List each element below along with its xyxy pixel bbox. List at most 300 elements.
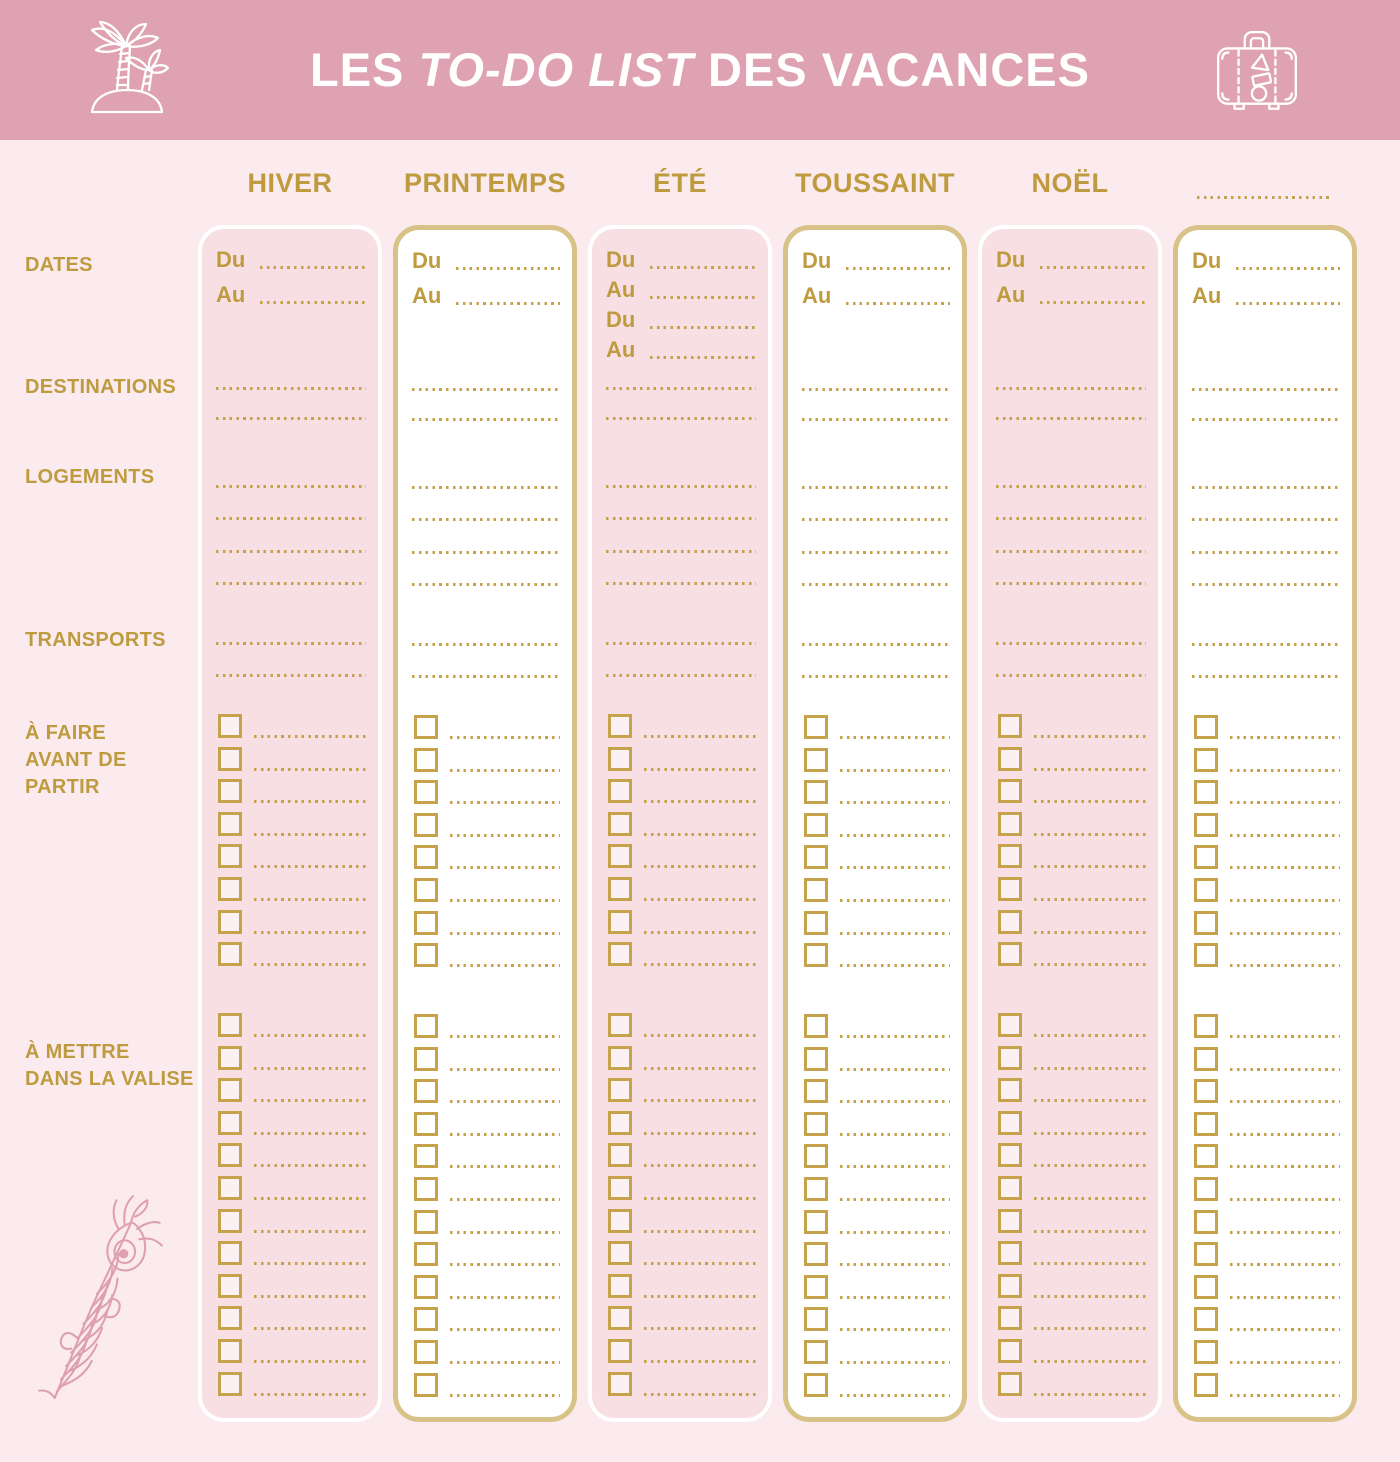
transports-line-2[interactable] — [802, 675, 950, 678]
logements-line-1[interactable] — [412, 486, 560, 489]
valise-line[interactable] — [450, 1296, 560, 1299]
valise-line[interactable] — [840, 1296, 950, 1299]
transports-line-1[interactable] — [996, 642, 1146, 645]
valise-line[interactable] — [1034, 1262, 1146, 1265]
valise-checkbox[interactable] — [1194, 1210, 1218, 1234]
valise-line[interactable] — [1230, 1296, 1340, 1299]
todo-line[interactable] — [644, 833, 756, 836]
valise-checkbox[interactable] — [998, 1372, 1022, 1396]
todo-line[interactable] — [1230, 834, 1340, 837]
valise-checkbox[interactable] — [414, 1144, 438, 1168]
todo-line[interactable] — [1230, 736, 1340, 739]
valise-checkbox[interactable] — [1194, 1112, 1218, 1136]
valise-checkbox[interactable] — [804, 1014, 828, 1038]
todo-checkbox[interactable] — [998, 844, 1022, 868]
valise-line[interactable] — [1230, 1133, 1340, 1136]
valise-checkbox[interactable] — [608, 1274, 632, 1298]
valise-line[interactable] — [644, 1132, 756, 1135]
valise-checkbox[interactable] — [218, 1339, 242, 1363]
date-from-line[interactable] — [846, 267, 950, 270]
valise-checkbox[interactable] — [804, 1242, 828, 1266]
valise-line[interactable] — [1034, 1230, 1146, 1233]
date-from-line[interactable] — [1236, 267, 1340, 270]
valise-line[interactable] — [1230, 1068, 1340, 1071]
valise-checkbox[interactable] — [1194, 1307, 1218, 1331]
todo-line[interactable] — [1034, 768, 1146, 771]
date-to-line[interactable] — [260, 301, 366, 304]
valise-checkbox[interactable] — [1194, 1242, 1218, 1266]
todo-line[interactable] — [450, 834, 560, 837]
valise-line[interactable] — [1034, 1067, 1146, 1070]
valise-line[interactable] — [644, 1034, 756, 1037]
valise-line[interactable] — [450, 1100, 560, 1103]
logements-line-1[interactable] — [606, 485, 756, 488]
valise-line[interactable] — [450, 1165, 560, 1168]
todo-checkbox[interactable] — [998, 877, 1022, 901]
transports-line-2[interactable] — [216, 674, 366, 677]
transports-line-2[interactable] — [1192, 675, 1340, 678]
valise-line[interactable] — [450, 1231, 560, 1234]
valise-line[interactable] — [450, 1328, 560, 1331]
todo-checkbox[interactable] — [1194, 943, 1218, 967]
valise-line[interactable] — [1230, 1231, 1340, 1234]
todo-checkbox[interactable] — [1194, 813, 1218, 837]
valise-checkbox[interactable] — [608, 1339, 632, 1363]
valise-checkbox[interactable] — [608, 1209, 632, 1233]
valise-checkbox[interactable] — [414, 1242, 438, 1266]
valise-checkbox[interactable] — [1194, 1340, 1218, 1364]
todo-checkbox[interactable] — [608, 779, 632, 803]
todo-line[interactable] — [450, 736, 560, 739]
logements-line-3[interactable] — [1192, 551, 1340, 554]
todo-checkbox[interactable] — [804, 715, 828, 739]
todo-line[interactable] — [1230, 769, 1340, 772]
todo-checkbox[interactable] — [804, 943, 828, 967]
logements-line-1[interactable] — [1192, 486, 1340, 489]
valise-line[interactable] — [1034, 1327, 1146, 1330]
valise-checkbox[interactable] — [998, 1209, 1022, 1233]
todo-checkbox[interactable] — [1194, 911, 1218, 935]
logements-line-2[interactable] — [1192, 518, 1340, 521]
todo-checkbox[interactable] — [998, 714, 1022, 738]
logements-line-1[interactable] — [802, 486, 950, 489]
todo-checkbox[interactable] — [998, 812, 1022, 836]
transports-line-1[interactable] — [412, 643, 560, 646]
valise-line[interactable] — [840, 1263, 950, 1266]
valise-checkbox[interactable] — [1194, 1014, 1218, 1038]
valise-checkbox[interactable] — [998, 1143, 1022, 1167]
valise-line[interactable] — [1230, 1198, 1340, 1201]
valise-line[interactable] — [1230, 1394, 1340, 1397]
valise-line[interactable] — [840, 1165, 950, 1168]
valise-checkbox[interactable] — [218, 1176, 242, 1200]
todo-line[interactable] — [1034, 898, 1146, 901]
valise-checkbox[interactable] — [414, 1373, 438, 1397]
valise-line[interactable] — [450, 1133, 560, 1136]
todo-checkbox[interactable] — [608, 942, 632, 966]
valise-line[interactable] — [450, 1068, 560, 1071]
logements-line-2[interactable] — [996, 517, 1146, 520]
valise-line[interactable] — [1230, 1263, 1340, 1266]
valise-checkbox[interactable] — [804, 1307, 828, 1331]
logements-line-4[interactable] — [1192, 583, 1340, 586]
valise-checkbox[interactable] — [998, 1013, 1022, 1037]
valise-line[interactable] — [450, 1198, 560, 1201]
todo-checkbox[interactable] — [414, 845, 438, 869]
valise-line[interactable] — [1034, 1295, 1146, 1298]
logements-line-4[interactable] — [412, 583, 560, 586]
valise-checkbox[interactable] — [608, 1013, 632, 1037]
valise-checkbox[interactable] — [804, 1112, 828, 1136]
todo-line[interactable] — [1034, 800, 1146, 803]
todo-checkbox[interactable] — [414, 715, 438, 739]
valise-line[interactable] — [644, 1099, 756, 1102]
valise-line[interactable] — [644, 1360, 756, 1363]
todo-line[interactable] — [1034, 963, 1146, 966]
valise-checkbox[interactable] — [414, 1014, 438, 1038]
todo-line[interactable] — [254, 833, 366, 836]
todo-line[interactable] — [840, 932, 950, 935]
valise-line[interactable] — [840, 1361, 950, 1364]
valise-line[interactable] — [644, 1230, 756, 1233]
valise-checkbox[interactable] — [1194, 1373, 1218, 1397]
todo-checkbox[interactable] — [218, 910, 242, 934]
valise-line[interactable] — [254, 1067, 366, 1070]
valise-checkbox[interactable] — [608, 1372, 632, 1396]
valise-checkbox[interactable] — [804, 1340, 828, 1364]
valise-checkbox[interactable] — [414, 1307, 438, 1331]
valise-checkbox[interactable] — [804, 1373, 828, 1397]
valise-checkbox[interactable] — [998, 1176, 1022, 1200]
transports-line-2[interactable] — [606, 674, 756, 677]
valise-checkbox[interactable] — [608, 1046, 632, 1070]
date-to-line[interactable] — [846, 302, 950, 305]
valise-checkbox[interactable] — [218, 1143, 242, 1167]
valise-line[interactable] — [254, 1327, 366, 1330]
valise-line[interactable] — [840, 1231, 950, 1234]
valise-checkbox[interactable] — [804, 1079, 828, 1103]
valise-checkbox[interactable] — [218, 1078, 242, 1102]
destinations-line-1[interactable] — [802, 388, 950, 391]
todo-checkbox[interactable] — [414, 748, 438, 772]
valise-line[interactable] — [644, 1393, 756, 1396]
valise-checkbox[interactable] — [414, 1047, 438, 1071]
todo-line[interactable] — [840, 964, 950, 967]
todo-line[interactable] — [1230, 899, 1340, 902]
valise-line[interactable] — [840, 1394, 950, 1397]
valise-line[interactable] — [1230, 1100, 1340, 1103]
valise-line[interactable] — [1034, 1034, 1146, 1037]
valise-line[interactable] — [840, 1198, 950, 1201]
destinations-line-2[interactable] — [802, 418, 950, 421]
todo-line[interactable] — [840, 801, 950, 804]
valise-checkbox[interactable] — [218, 1274, 242, 1298]
todo-line[interactable] — [840, 899, 950, 902]
valise-checkbox[interactable] — [608, 1078, 632, 1102]
valise-line[interactable] — [1034, 1164, 1146, 1167]
todo-line[interactable] — [1034, 833, 1146, 836]
todo-line[interactable] — [450, 899, 560, 902]
valise-checkbox[interactable] — [414, 1079, 438, 1103]
todo-line[interactable] — [254, 735, 366, 738]
valise-checkbox[interactable] — [1194, 1144, 1218, 1168]
logements-line-4[interactable] — [216, 582, 366, 585]
logements-line-2[interactable] — [412, 518, 560, 521]
valise-checkbox[interactable] — [804, 1210, 828, 1234]
valise-checkbox[interactable] — [1194, 1275, 1218, 1299]
valise-line[interactable] — [450, 1394, 560, 1397]
valise-checkbox[interactable] — [218, 1013, 242, 1037]
destinations-line-1[interactable] — [1192, 388, 1340, 391]
valise-checkbox[interactable] — [608, 1143, 632, 1167]
valise-checkbox[interactable] — [218, 1372, 242, 1396]
todo-checkbox[interactable] — [414, 780, 438, 804]
valise-checkbox[interactable] — [608, 1176, 632, 1200]
logements-line-2[interactable] — [216, 517, 366, 520]
valise-checkbox[interactable] — [998, 1046, 1022, 1070]
todo-checkbox[interactable] — [414, 813, 438, 837]
transports-line-1[interactable] — [216, 642, 366, 645]
todo-checkbox[interactable] — [218, 812, 242, 836]
valise-line[interactable] — [840, 1328, 950, 1331]
destinations-line-1[interactable] — [996, 387, 1146, 390]
todo-checkbox[interactable] — [608, 877, 632, 901]
todo-line[interactable] — [1230, 932, 1340, 935]
valise-line[interactable] — [254, 1132, 366, 1135]
valise-checkbox[interactable] — [414, 1177, 438, 1201]
logements-line-3[interactable] — [412, 551, 560, 554]
logements-line-4[interactable] — [802, 583, 950, 586]
destinations-line-1[interactable] — [216, 387, 366, 390]
valise-line[interactable] — [644, 1164, 756, 1167]
valise-line[interactable] — [450, 1035, 560, 1038]
transports-line-2[interactable] — [412, 675, 560, 678]
todo-checkbox[interactable] — [998, 779, 1022, 803]
valise-line[interactable] — [254, 1034, 366, 1037]
todo-line[interactable] — [1034, 931, 1146, 934]
valise-checkbox[interactable] — [998, 1274, 1022, 1298]
todo-checkbox[interactable] — [804, 748, 828, 772]
valise-line[interactable] — [1034, 1197, 1146, 1200]
todo-checkbox[interactable] — [1194, 715, 1218, 739]
date-to-line[interactable] — [650, 356, 756, 359]
todo-line[interactable] — [644, 800, 756, 803]
todo-checkbox[interactable] — [218, 844, 242, 868]
todo-checkbox[interactable] — [414, 878, 438, 902]
todo-checkbox[interactable] — [608, 812, 632, 836]
todo-checkbox[interactable] — [218, 779, 242, 803]
transports-line-1[interactable] — [606, 642, 756, 645]
todo-line[interactable] — [254, 931, 366, 934]
todo-checkbox[interactable] — [804, 878, 828, 902]
valise-checkbox[interactable] — [1194, 1079, 1218, 1103]
todo-line[interactable] — [840, 834, 950, 837]
todo-line[interactable] — [1034, 735, 1146, 738]
todo-checkbox[interactable] — [1194, 845, 1218, 869]
todo-checkbox[interactable] — [608, 910, 632, 934]
valise-line[interactable] — [840, 1035, 950, 1038]
todo-line[interactable] — [254, 865, 366, 868]
date-from-line[interactable] — [650, 326, 756, 329]
todo-line[interactable] — [644, 963, 756, 966]
todo-line[interactable] — [254, 898, 366, 901]
date-from-line[interactable] — [456, 267, 560, 270]
destinations-line-1[interactable] — [412, 388, 560, 391]
valise-line[interactable] — [254, 1393, 366, 1396]
valise-line[interactable] — [450, 1263, 560, 1266]
valise-checkbox[interactable] — [608, 1111, 632, 1135]
valise-checkbox[interactable] — [1194, 1047, 1218, 1071]
logements-line-1[interactable] — [996, 485, 1146, 488]
valise-checkbox[interactable] — [804, 1047, 828, 1071]
valise-checkbox[interactable] — [218, 1046, 242, 1070]
valise-checkbox[interactable] — [218, 1209, 242, 1233]
todo-checkbox[interactable] — [1194, 878, 1218, 902]
todo-checkbox[interactable] — [608, 844, 632, 868]
todo-line[interactable] — [840, 866, 950, 869]
todo-checkbox[interactable] — [608, 747, 632, 771]
todo-checkbox[interactable] — [414, 911, 438, 935]
valise-line[interactable] — [254, 1099, 366, 1102]
todo-checkbox[interactable] — [218, 714, 242, 738]
valise-line[interactable] — [254, 1164, 366, 1167]
valise-line[interactable] — [1034, 1360, 1146, 1363]
todo-checkbox[interactable] — [218, 942, 242, 966]
todo-checkbox[interactable] — [804, 845, 828, 869]
valise-line[interactable] — [1230, 1165, 1340, 1168]
todo-line[interactable] — [450, 964, 560, 967]
valise-line[interactable] — [1230, 1328, 1340, 1331]
valise-line[interactable] — [1034, 1393, 1146, 1396]
valise-line[interactable] — [840, 1068, 950, 1071]
todo-checkbox[interactable] — [218, 877, 242, 901]
destinations-line-2[interactable] — [996, 417, 1146, 420]
valise-line[interactable] — [1034, 1132, 1146, 1135]
todo-line[interactable] — [450, 801, 560, 804]
todo-checkbox[interactable] — [804, 813, 828, 837]
valise-checkbox[interactable] — [998, 1241, 1022, 1265]
valise-line[interactable] — [644, 1262, 756, 1265]
valise-line[interactable] — [254, 1197, 366, 1200]
logements-line-3[interactable] — [802, 551, 950, 554]
todo-checkbox[interactable] — [608, 714, 632, 738]
date-from-line[interactable] — [1040, 266, 1146, 269]
todo-line[interactable] — [1230, 801, 1340, 804]
valise-line[interactable] — [644, 1067, 756, 1070]
todo-checkbox[interactable] — [804, 911, 828, 935]
valise-line[interactable] — [840, 1133, 950, 1136]
todo-checkbox[interactable] — [998, 910, 1022, 934]
logements-line-4[interactable] — [996, 582, 1146, 585]
valise-line[interactable] — [254, 1230, 366, 1233]
date-to-line[interactable] — [1040, 301, 1146, 304]
todo-line[interactable] — [1230, 964, 1340, 967]
valise-checkbox[interactable] — [608, 1241, 632, 1265]
destinations-line-2[interactable] — [1192, 418, 1340, 421]
valise-line[interactable] — [1230, 1035, 1340, 1038]
date-to-line[interactable] — [1236, 302, 1340, 305]
logements-line-1[interactable] — [216, 485, 366, 488]
logements-line-3[interactable] — [216, 550, 366, 553]
valise-checkbox[interactable] — [998, 1306, 1022, 1330]
todo-line[interactable] — [644, 898, 756, 901]
transports-line-1[interactable] — [802, 643, 950, 646]
todo-checkbox[interactable] — [414, 943, 438, 967]
todo-line[interactable] — [450, 866, 560, 869]
date-to-line[interactable] — [456, 302, 560, 305]
valise-checkbox[interactable] — [998, 1078, 1022, 1102]
date-from-line[interactable] — [260, 266, 366, 269]
valise-checkbox[interactable] — [414, 1112, 438, 1136]
todo-line[interactable] — [254, 963, 366, 966]
transports-line-1[interactable] — [1192, 643, 1340, 646]
destinations-line-2[interactable] — [606, 417, 756, 420]
valise-checkbox[interactable] — [414, 1210, 438, 1234]
todo-line[interactable] — [840, 769, 950, 772]
todo-line[interactable] — [254, 800, 366, 803]
column-header-blank-line[interactable] — [1197, 196, 1333, 199]
logements-line-3[interactable] — [606, 550, 756, 553]
todo-checkbox[interactable] — [1194, 780, 1218, 804]
todo-checkbox[interactable] — [998, 942, 1022, 966]
todo-line[interactable] — [450, 769, 560, 772]
valise-line[interactable] — [254, 1262, 366, 1265]
todo-line[interactable] — [450, 932, 560, 935]
todo-line[interactable] — [1230, 866, 1340, 869]
valise-line[interactable] — [1034, 1099, 1146, 1102]
valise-line[interactable] — [840, 1100, 950, 1103]
todo-checkbox[interactable] — [998, 747, 1022, 771]
transports-line-2[interactable] — [996, 674, 1146, 677]
valise-line[interactable] — [254, 1295, 366, 1298]
destinations-line-2[interactable] — [412, 418, 560, 421]
valise-checkbox[interactable] — [218, 1241, 242, 1265]
valise-line[interactable] — [450, 1361, 560, 1364]
todo-line[interactable] — [644, 768, 756, 771]
todo-checkbox[interactable] — [218, 747, 242, 771]
valise-checkbox[interactable] — [218, 1306, 242, 1330]
todo-checkbox[interactable] — [1194, 748, 1218, 772]
todo-line[interactable] — [644, 931, 756, 934]
date-to-line[interactable] — [650, 296, 756, 299]
valise-checkbox[interactable] — [804, 1177, 828, 1201]
todo-checkbox[interactable] — [804, 780, 828, 804]
valise-checkbox[interactable] — [414, 1340, 438, 1364]
todo-line[interactable] — [254, 768, 366, 771]
logements-line-2[interactable] — [606, 517, 756, 520]
valise-checkbox[interactable] — [804, 1275, 828, 1299]
todo-line[interactable] — [644, 865, 756, 868]
destinations-line-1[interactable] — [606, 387, 756, 390]
valise-line[interactable] — [644, 1295, 756, 1298]
valise-checkbox[interactable] — [998, 1339, 1022, 1363]
valise-checkbox[interactable] — [804, 1144, 828, 1168]
valise-checkbox[interactable] — [1194, 1177, 1218, 1201]
logements-line-3[interactable] — [996, 550, 1146, 553]
valise-checkbox[interactable] — [998, 1111, 1022, 1135]
logements-line-4[interactable] — [606, 582, 756, 585]
logements-line-2[interactable] — [802, 518, 950, 521]
valise-checkbox[interactable] — [414, 1275, 438, 1299]
valise-line[interactable] — [644, 1327, 756, 1330]
valise-line[interactable] — [1230, 1361, 1340, 1364]
todo-line[interactable] — [1034, 865, 1146, 868]
valise-line[interactable] — [254, 1360, 366, 1363]
todo-line[interactable] — [644, 735, 756, 738]
destinations-line-2[interactable] — [216, 417, 366, 420]
valise-checkbox[interactable] — [218, 1111, 242, 1135]
todo-line[interactable] — [840, 736, 950, 739]
